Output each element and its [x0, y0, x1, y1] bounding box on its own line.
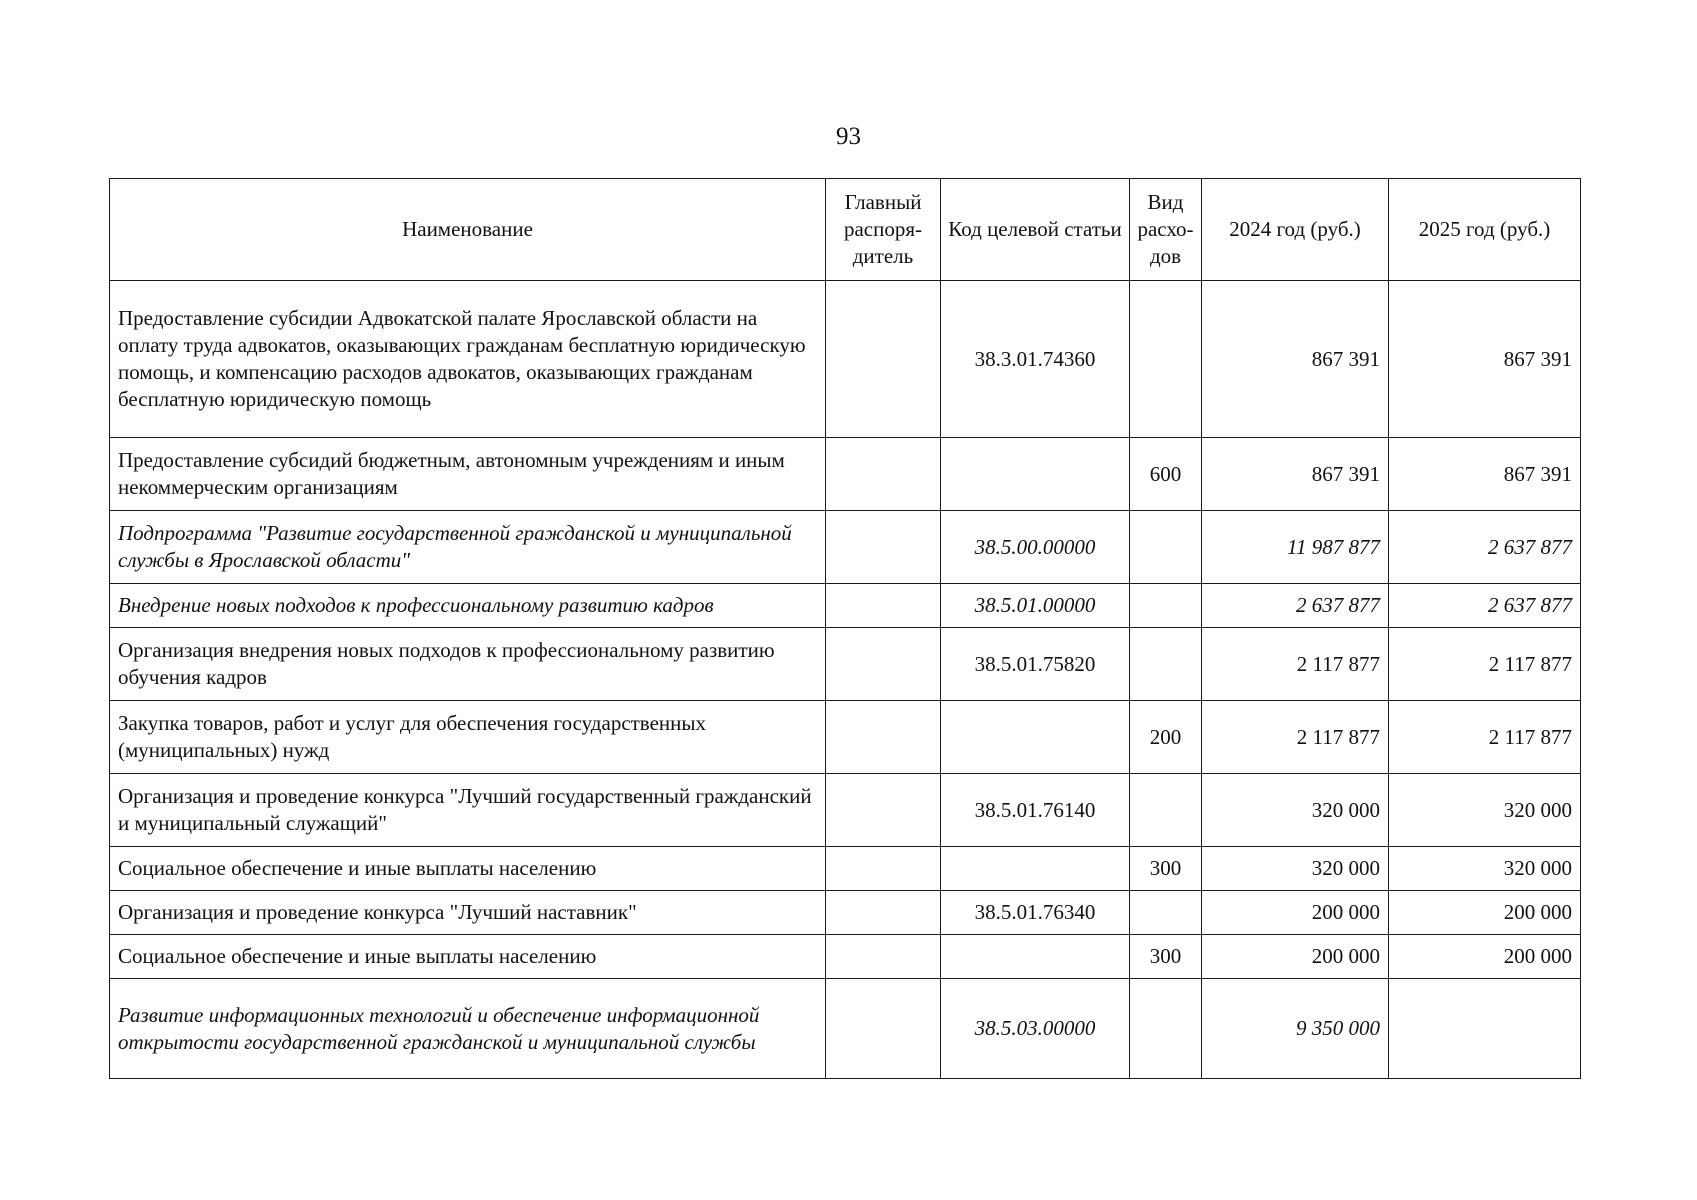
cell-name: Организация и проведение конкурса "Лучший наставник": [110, 891, 826, 935]
table-row: [110, 438, 1581, 511]
cell-manager: [826, 701, 941, 774]
cell-2025: [1389, 979, 1581, 1079]
table-header-row: [110, 179, 1581, 281]
cell-kind: [1130, 281, 1202, 438]
cell-kind: 300: [1130, 847, 1202, 891]
header-2024: 2024 год (руб.): [1202, 179, 1389, 281]
cell-kind: [1130, 774, 1202, 847]
table-row: [110, 935, 1581, 979]
cell-2025: 200 000: [1389, 891, 1581, 935]
cell-code: 38.3.01.74360: [941, 281, 1130, 438]
cell-kind: 600: [1130, 438, 1202, 511]
cell-code: 38.5.01.75820: [941, 628, 1130, 701]
page-number: 93: [836, 123, 861, 150]
cell-2024: 320 000: [1202, 847, 1389, 891]
cell-kind: [1130, 628, 1202, 701]
cell-2024: 867 391: [1202, 281, 1389, 438]
table-row: [110, 701, 1581, 774]
table-row: [110, 584, 1581, 628]
cell-code: 38.5.03.00000: [941, 979, 1130, 1079]
cell-2024: 200 000: [1202, 891, 1389, 935]
cell-name: Организация и проведение конкурса "Лучший государственный гражданский и муниципальный служащий": [110, 774, 826, 847]
cell-code: [941, 847, 1130, 891]
cell-name: Подпрограмма "Развитие государственной гражданской и муниципальной службы в Ярославской области": [110, 511, 826, 584]
cell-2025: 320 000: [1389, 774, 1581, 847]
table-row: [110, 511, 1581, 584]
cell-2024: 200 000: [1202, 935, 1389, 979]
cell-code: 38.5.01.00000: [941, 584, 1130, 628]
table-row: [110, 891, 1581, 935]
cell-code: [941, 438, 1130, 511]
cell-manager: [826, 511, 941, 584]
cell-kind: [1130, 511, 1202, 584]
cell-2024: 11 987 877: [1202, 511, 1389, 584]
cell-name: Закупка товаров, работ и услуг для обеспечения государственных (муниципальных) нужд: [110, 701, 826, 774]
cell-manager: [826, 935, 941, 979]
cell-kind: [1130, 891, 1202, 935]
table-row: [110, 774, 1581, 847]
budget-table: [109, 178, 1581, 1079]
cell-2024: 320 000: [1202, 774, 1389, 847]
table-row: [110, 979, 1581, 1079]
table-row: [110, 847, 1581, 891]
cell-manager: [826, 584, 941, 628]
cell-name: Предоставление субсидии Адвокатской палате Ярославской области на оплату труда адвокатов, оказывающих гражданам бесплатную юридическую помощь, и компенсацию расходов адвокатов, оказывающих гражданам бесплатную юридическую помощь: [110, 281, 826, 438]
cell-2025: 200 000: [1389, 935, 1581, 979]
cell-kind: [1130, 584, 1202, 628]
header-2025: 2025 год (руб.): [1389, 179, 1581, 281]
cell-name: Социальное обеспечение и иные выплаты населению: [110, 935, 826, 979]
cell-2024: 2 637 877: [1202, 584, 1389, 628]
cell-2025: 867 391: [1389, 281, 1581, 438]
cell-2025: 320 000: [1389, 847, 1581, 891]
cell-manager: [826, 979, 941, 1079]
cell-manager: [826, 628, 941, 701]
cell-name: Предоставление субсидий бюджетным, автономным учреждениям и иным некоммерческим организациям: [110, 438, 826, 511]
cell-2025: 2 637 877: [1389, 511, 1581, 584]
cell-manager: [826, 891, 941, 935]
cell-kind: [1130, 979, 1202, 1079]
cell-2025: 867 391: [1389, 438, 1581, 511]
cell-kind: 200: [1130, 701, 1202, 774]
cell-code: [941, 701, 1130, 774]
table-row: [110, 628, 1581, 701]
cell-kind: 300: [1130, 935, 1202, 979]
cell-2025: 2 637 877: [1389, 584, 1581, 628]
cell-2025: 2 117 877: [1389, 628, 1581, 701]
cell-manager: [826, 281, 941, 438]
cell-manager: [826, 438, 941, 511]
header-code: Код целевой статьи: [941, 179, 1130, 281]
cell-2024: 867 391: [1202, 438, 1389, 511]
cell-name: Организация внедрения новых подходов к профессиональному развитию обучения кадров: [110, 628, 826, 701]
cell-name: Развитие информационных технологий и обеспечение информационной открытости государственной гражданской и муниципальной службы: [110, 979, 826, 1079]
table-row: [110, 281, 1581, 438]
cell-code: 38.5.00.00000: [941, 511, 1130, 584]
cell-code: 38.5.01.76340: [941, 891, 1130, 935]
cell-manager: [826, 847, 941, 891]
cell-2025: 2 117 877: [1389, 701, 1581, 774]
cell-name: Социальное обеспечение и иные выплаты населению: [110, 847, 826, 891]
cell-name: Внедрение новых подходов к профессиональному развитию кадров: [110, 584, 826, 628]
cell-manager: [826, 774, 941, 847]
header-kind: Вид расхо-дов: [1130, 179, 1202, 281]
cell-2024: 2 117 877: [1202, 628, 1389, 701]
cell-2024: 9 350 000: [1202, 979, 1389, 1079]
cell-code: [941, 935, 1130, 979]
header-manager: Главный распоря-дитель: [826, 179, 941, 281]
cell-code: 38.5.01.76140: [941, 774, 1130, 847]
header-name: Наименование: [110, 179, 826, 281]
cell-2024: 2 117 877: [1202, 701, 1389, 774]
